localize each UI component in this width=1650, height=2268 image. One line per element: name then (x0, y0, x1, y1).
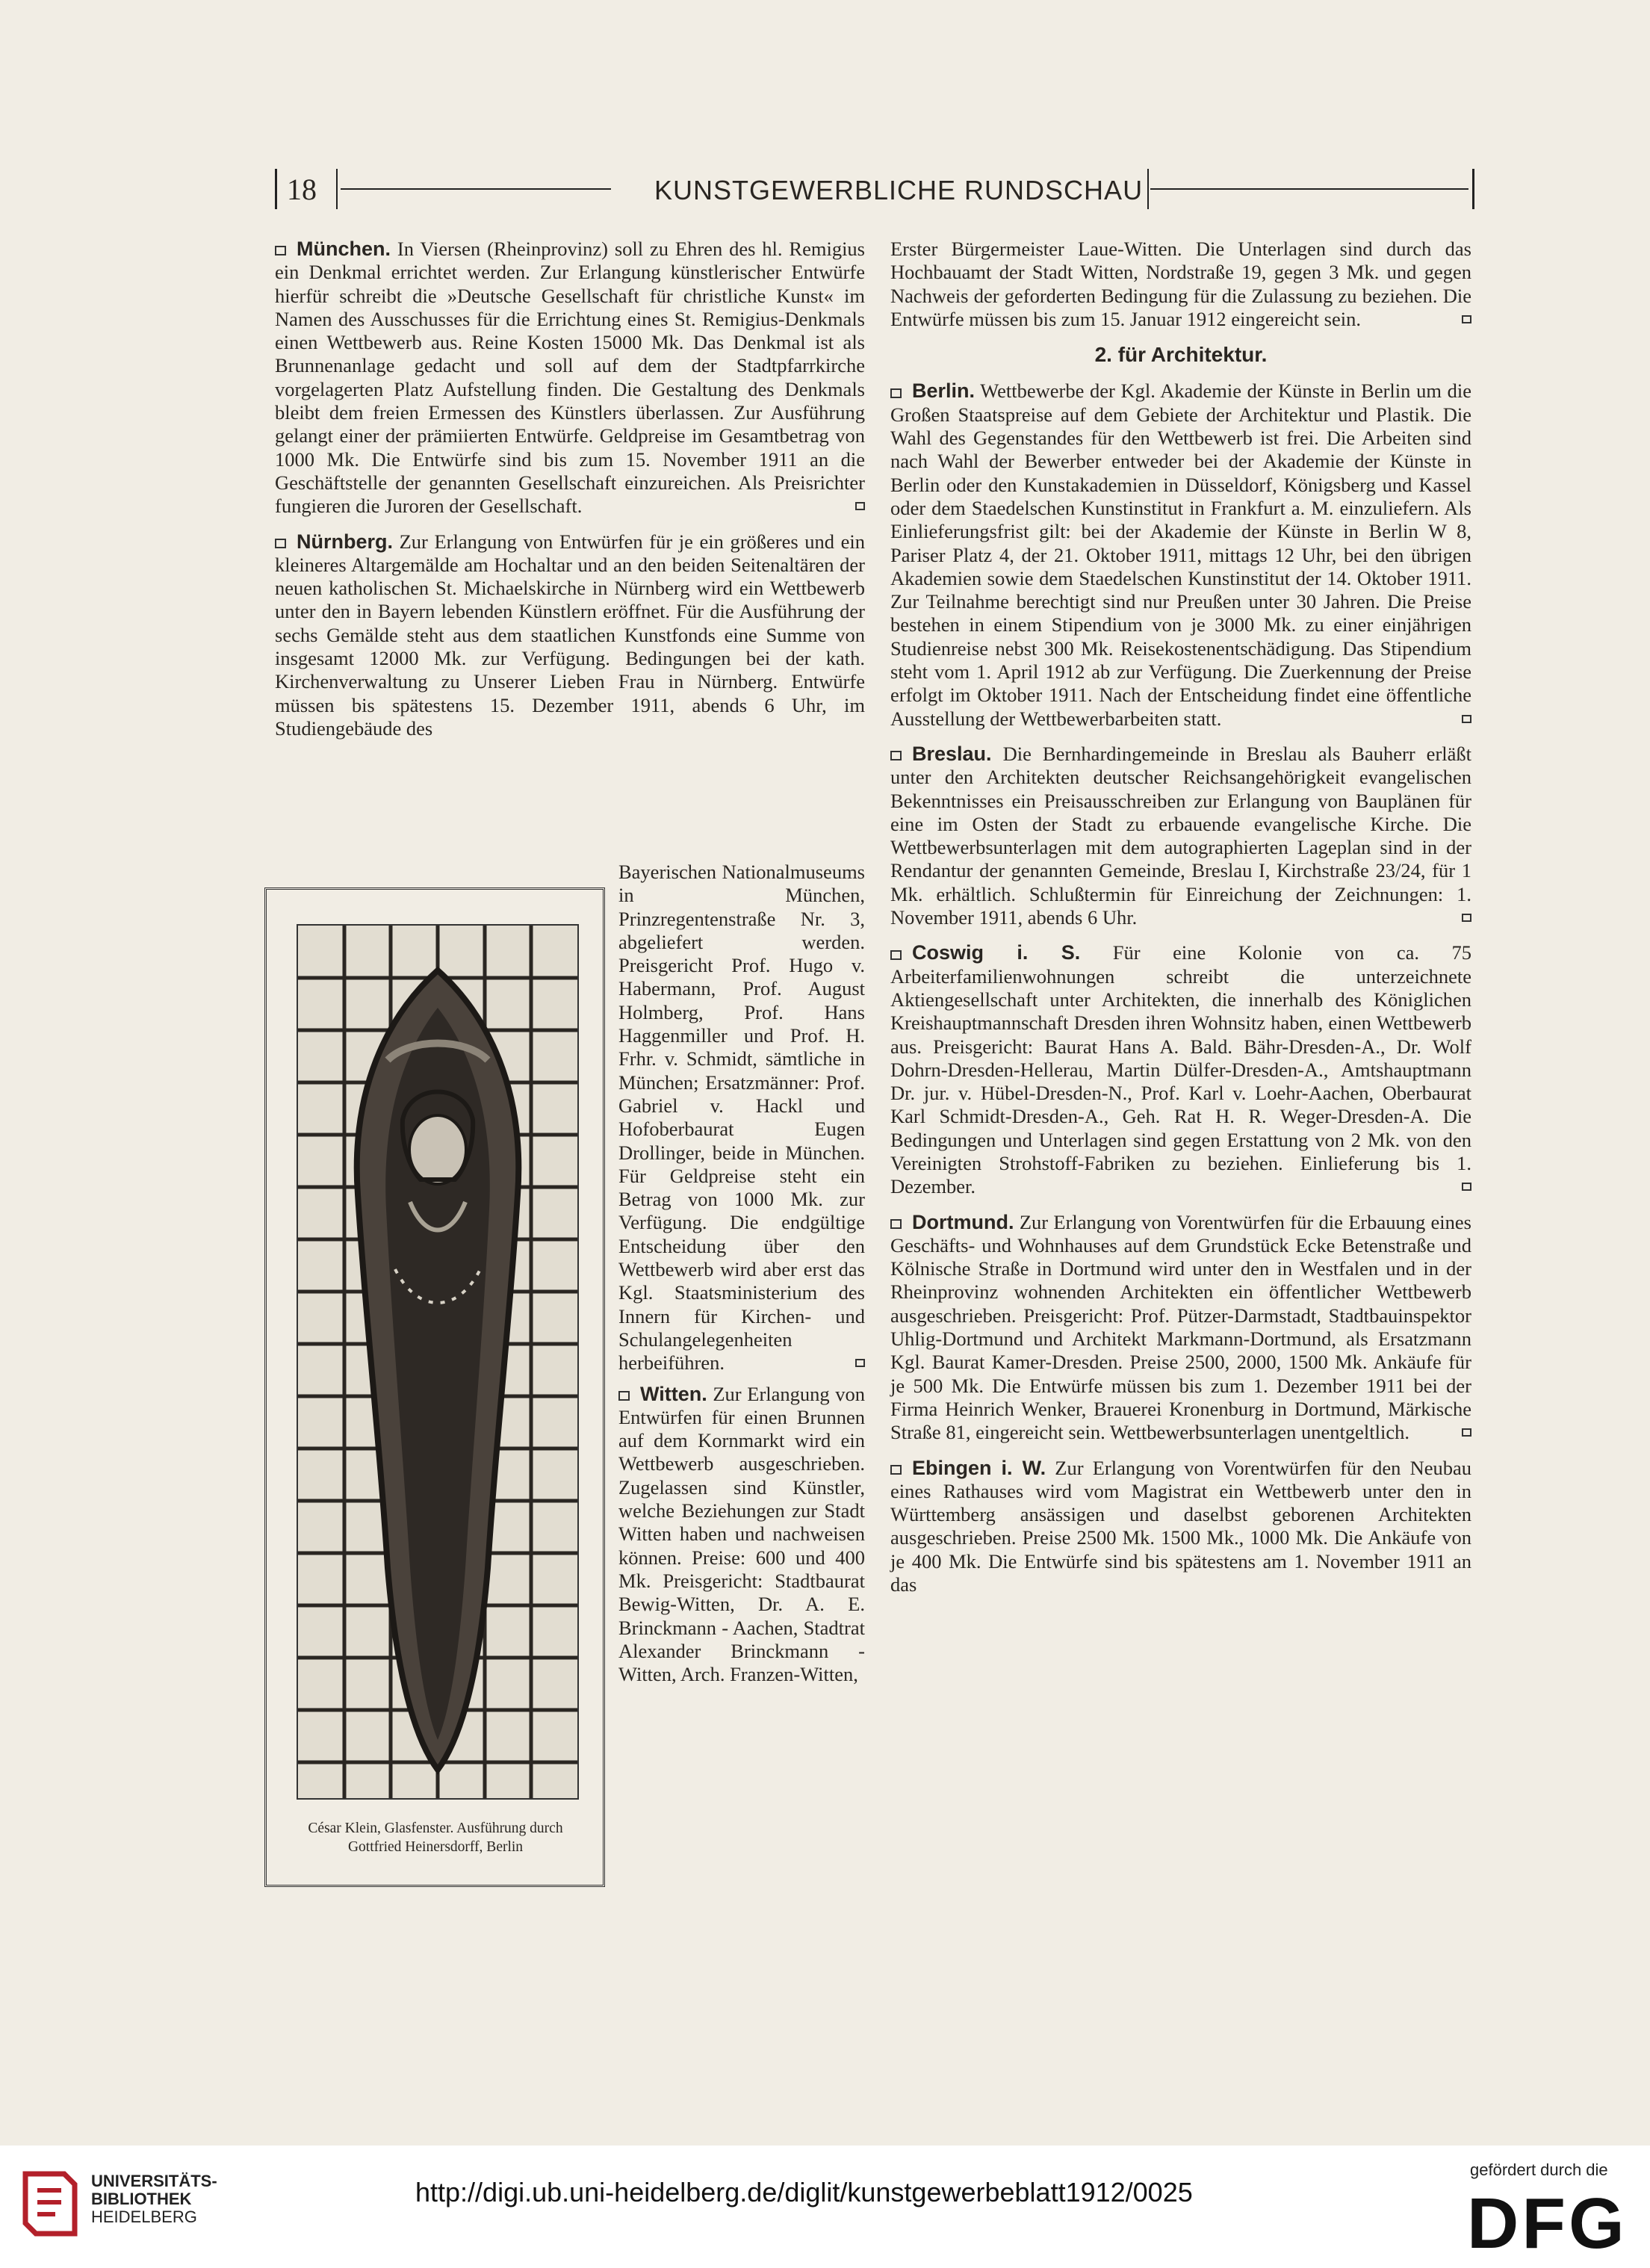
funding-note: gefördert durch die (1470, 2160, 1608, 2179)
article-breslau (890, 743, 1471, 929)
narrow-column (618, 861, 865, 1694)
city-heading: Breslau. (912, 742, 992, 765)
header-divider (336, 169, 338, 209)
library-name-line: BIBLIOTHEK (91, 2190, 192, 2208)
article-text: Die Bernhardingemeinde in Breslau als Bauherr erläßt unter den Architekten deutscher Reichsangehörigkeit evangelischen Bekenntnisses ein Preisausschreiben zur Erlangung von Bauplänen für eine im Osten der Stadt zu erbauende evangelische Kirche. Die Wettbewerbsunterlagen mit dem autographierten Lageplan sind in der Rendantur der genannten Gemeinde, Breslau I, Kirchstraße 23/24, für 1 Mk. erhältlich. Schlußtermin für Einreichung der Zeichnungen: 1. November 1911, abends 6 Uhr. (890, 742, 1472, 929)
end-mark-icon (1462, 1428, 1471, 1437)
article-dortmund (890, 1211, 1471, 1445)
library-name (91, 2172, 217, 2226)
header-rule (341, 188, 611, 190)
section-heading: 2. für Architektur. (1094, 343, 1268, 367)
running-title: KUNSTGEWERBLICHE RUNDSCHAU (654, 175, 1144, 205)
article-nuernberg (275, 530, 865, 741)
article-text: Bayerischen Nationalmuseums in München, Prinzregentenstraße Nr. 3, abgeliefert werden. Preisgericht Prof. Hugo v. Habermann, Prof. August Holmberg, Prof. Hans Haggenmiller und Prof. H. Frhr. v. Schmidt, sämtliche in München; Ersatzmänner: Prof. Gabriel v. Hackl und Hofoberbaurat Eugen Drollinger, beide in München. Für Geldpreise steht ein Betrag von 1000 Mk. zur Verfügung. Die endgültige Entscheidung über den Wettbewerb wird aber erst das Kgl. Staatsministerium des Innern für Kirchen- und Schulangelegenheiten herbeiführen. (618, 861, 865, 1375)
library-name-line: UNIVERSITÄTS- (91, 2172, 217, 2190)
article-nuernberg-continued (618, 861, 865, 1375)
bullet-icon (890, 1219, 902, 1229)
city-heading: Witten. (640, 1382, 707, 1405)
article-berlin (890, 379, 1471, 730)
city-heading: Coswig i. S. (912, 941, 1081, 964)
city-heading: Berlin. (912, 379, 976, 403)
city-heading: München. (297, 238, 391, 260)
library-name-line: HEIDELBERG (91, 2207, 197, 2226)
article-coswig (890, 941, 1471, 1198)
header-rule (1150, 188, 1468, 190)
right-column (890, 238, 1471, 1608)
end-mark-icon (1462, 315, 1471, 323)
figure-frame (264, 887, 605, 1887)
article-text: In Viersen (Rheinprovinz) soll zu Ehren des hl. Remigius ein Denkmal errichtet werden. Zur Erlangung künstlerischer Entwürfe hierfür schreibt die »Deutsche Gesellschaft für christliche Kunst« im Namen des Ausschusses für die Errichtung eines St. Remigius-Denkmals einen Wettbewerb aus. Reine Kosten 15000 Mk. Das Denkmal ist als Brunnenanlage gedacht und soll auf dem der Stadtpfarrkirche vorgelagerten Platz Aufstellung finden. Die Gestaltung des Denkmals bleibt dem freien Ermessen des Künstlers überlassen. Zur Ausführung gelangt einer der prämiierten Entwürfe. Geldpreise im Gesamtbetrag von 1000 Mk. Die Entwürfe sind bis zum 15. November 1911 an die Geschäftstelle der genannten Gesellschaft einzureichen. Als Preisrichter fungieren die Juroren der Gesellschaft. (275, 238, 865, 518)
article-text: Zur Erlangung von Vorentwürfen für den Neubau eines Rathauses wird vom Magistrat ein Wettbewerb unter den in Württemberg ansässigen und daselbst geborenen Architekten ausgeschrieben. Preise 2500 Mk. 1500 Mk., 1000 Mk. Die Ankäufe von je 400 Mk. Die Entwürfe sind bis spätestens am 1. November 1911 an das (890, 1456, 1471, 1596)
page-header (275, 169, 1471, 211)
article-text: Wettbewerbe der Kgl. Akademie der Künste in Berlin um die Großen Staatspreise auf dem Gebiete der Architektur und Plastik. Die Wahl des Gegenstandes für den Wettbewerb ist frei. Die Arbeiten sind nach Wahl der Bewerber entweder bei der Akademie der Künste in Berlin oder den Kunstakademien in Düsseldorf, Königsberg und Kassel oder dem Staedelschen Kunstinstitut in Frankfurt a. M. einzuliefern. Als Einlieferungsfrist gilt: bei der Akademie der Künste in Berlin W 8, Pariser Platz 4, der 21. Oktober 1911, mittags 12 Uhr, bei den übrigen Akademien sowie dem Staedelschen Kunstinstitut der 14. Oktober 1911. Zur Teilnahme berechtigt sind nur Preußen unter 30 Jahren. Die Preise bestehen in einem Stipendium von je 3000 Mk. zu einer einjährigen Studienreise nebst 300 Mk. Reisekostenentschädigung. Das Stipendium steht vom 1. April 1912 ab zur Verfügung. Die Zuerkennung der Preise erfolgt im Oktober 1911. Nach der Entscheidung findet eine öffentliche Ausstellung der Wettbewerbarbeiten statt. (890, 379, 1471, 730)
end-mark-icon (1462, 914, 1471, 922)
city-heading: Ebingen i. W. (912, 1456, 1046, 1479)
source-url-link[interactable]: http://digi.ub.uni-heidelberg.de/diglit/kunstgewerbeblatt1912/0025 (415, 2177, 1193, 2207)
figure-caption: César Klein, Glasfenster. Ausführung durch Gottfried Heinersdorff, Berlin (308, 1821, 563, 1855)
article-ebingen (890, 1457, 1471, 1597)
city-heading: Nürnberg. (297, 530, 394, 553)
digitization-footer (0, 2145, 1650, 2268)
bullet-icon (275, 246, 286, 255)
stained-glass-image (297, 924, 579, 1800)
stained-glass-illustration (298, 926, 577, 1798)
left-column (275, 238, 865, 752)
bullet-icon (890, 751, 902, 760)
page-number: 18 (287, 173, 317, 206)
bullet-icon (890, 1465, 902, 1475)
bullet-icon (890, 950, 902, 960)
article-witten-continued (890, 238, 1471, 331)
article-text: Erster Bürgermeister Laue-Witten. Die Unterlagen sind durch das Hochbauamt der Stadt Witten, Nordstraße 19, gegen 3 Mk. und gegen Nachweis der geforderten Bedingung für die Zulassung zu beziehen. Die Entwürfe müssen bis zum 15. Januar 1912 eingereicht sein. (890, 238, 1471, 330)
end-mark-icon (855, 1359, 865, 1367)
header-divider (1147, 169, 1149, 209)
end-mark-icon (855, 502, 865, 510)
article-muenchen (275, 238, 865, 518)
article-text: Zur Erlangung von Entwürfen für einen Brunnen auf dem Kornmarkt wird ein Wettbewerb ausgeschrieben. Zugelassen sind Künstler, welche Beziehungen zur Stadt Witten haben und nachweisen können. Preise: 600 und 400 Mk. Preisgericht: Stadtbaurat Bewig-Witten, Dr. A. E. Brinckmann - Aachen, Stadtrat Alexander Brinckmann - Witten, Arch. Franzen-Witten, (618, 1382, 866, 1686)
city-heading: Dortmund. (912, 1210, 1014, 1233)
end-mark-icon (1462, 715, 1471, 723)
library-logo-icon (19, 2168, 81, 2240)
article-text: Zur Erlangung von Entwürfen für je ein größeres und ein kleineres Altargemälde am Hochaltar und an den beiden Seitenaltären der neuen katholischen St. Michaelskirche in Nürnberg wird ein Wettbewerb unter den in Bayern lebenden Künstlern eröffnet. Für die Ausführung der sechs Gemälde steht aus dem staatlichen Kunstfonds eine Summe von insgesamt 12000 Mk. zur Verfügung. Bedingungen bei der kath. Kirchenverwaltung zu Unserer Lieben Frau in Nürnberg. Entwürfe müssen bis spätestens 15. Dezember 1911, abends 6 Uhr, im Studiengebäude des (275, 530, 866, 740)
end-mark-icon (1462, 1183, 1471, 1191)
bullet-icon (275, 539, 286, 548)
bullet-icon (618, 1391, 630, 1401)
dfg-logo: DFG (1467, 2184, 1628, 2264)
article-text: Für eine Kolonie von ca. 75 Arbeiterfamilienwohnungen schreibt die unterzeichnete Aktiengesellschaft unter Architekten, die innerhalb des Königlichen Kreishauptmannschaft Dresden ihren Wohnsitz haben, einen Wettbewerb aus. Preisgericht: Baurat Hans A. Bald. Bähr-Dresden-A., Dr. Wolf Dohrn-Dresden-Hellerau, Martin Dülfer-Dresden-A., Amtshauptmann Dr. jur. v. Hübel-Dresden-N., Prof. Karl v. Loehr-Aachen, Oberbaurat Karl Schmidt-Dresden-A., Geh. Rat H. R. Weger-Dresden-A. Die Bedingungen und Unterlagen sind gegen Erstattung von 2 Mk. von den Vereinigten Strohstoff-Fabriken zu beziehen. Einlieferung bis 1. Dezember. (890, 941, 1471, 1198)
bullet-icon (890, 388, 902, 398)
article-text: Zur Erlangung von Vorentwürfen für die Erbauung eines Geschäfts- und Wohnhauses auf dem Grundstück Ecke Betenstraße und Kölnische Straße in Dortmund wird unter den in Westfalen und in der Rheinprovinz wohnenden Architekten ein öffentlicher Wettbewerb ausgeschrieben. Preisgericht: Prof. Pützer-Darmstadt, Stadtbauinspektor Uhlig-Dortmund und Architekt Markmann-Dortmund, als Ersatzmann Kgl. Baurat Kamer-Dresden. Preise 2500, 2000, 1500 Mk. Ankäufe für je 500 Mk. Die Entwürfe müssen bis zum 1. Dezember 1911 bei der Firma Heinrich Wenker, Brauerei Kronenburg in Dortmund, Märkische Straße 81, eingereicht sein. Wettbewerbsunterlagen unentgeltlich. (890, 1210, 1471, 1444)
article-witten (618, 1383, 865, 1687)
